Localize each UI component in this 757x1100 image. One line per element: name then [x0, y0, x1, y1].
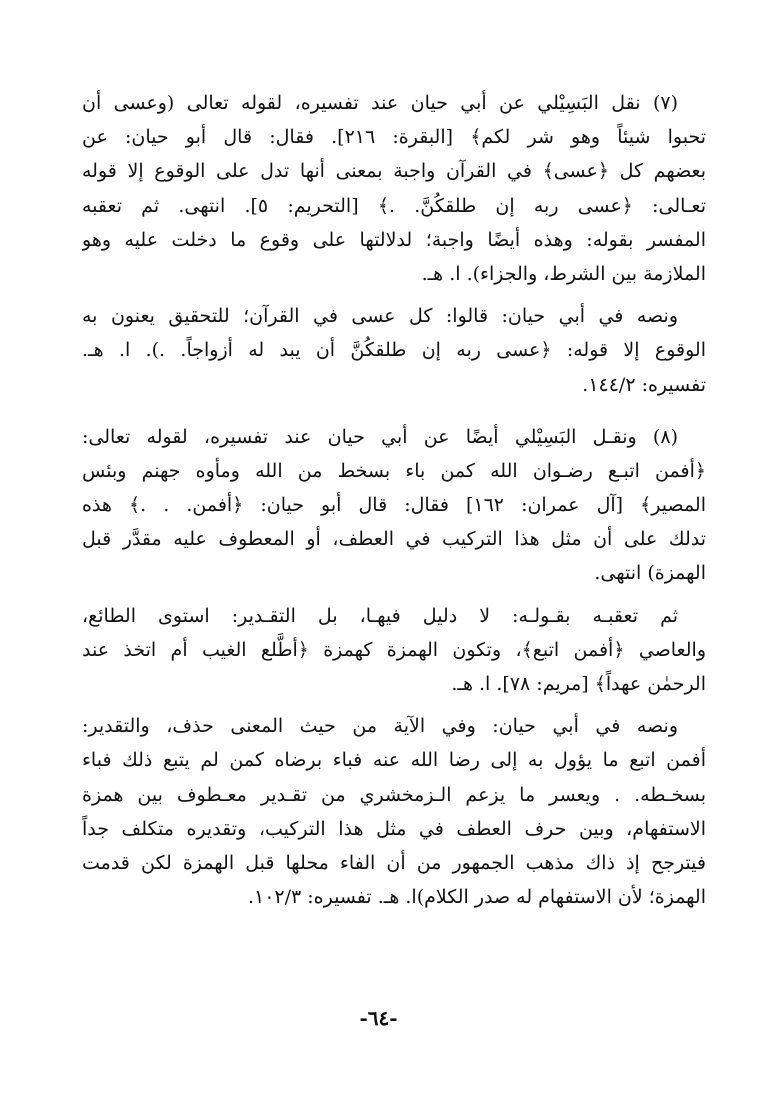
text-line: ونصه في أبي حيان: قالوا: كل عسى في القرآن؛ للتحقيق يعنون به	[82, 305, 678, 328]
text-line: أفمن اتبع ما يؤول به إلى رضا الله عنه فباء برضاه كمن لم يتبع ذلك فباء	[82, 749, 706, 772]
paragraph-note-7	[82, 86, 706, 291]
text-line: الهمزة؛ لأن الاستفهام له صدر الكلام)ا. هـ. تفسيره: ١٠٢/٣.	[247, 886, 706, 909]
text-line: بعضهم كل ﴿عسى﴾ في القرآن واجبة بمعنى أنها تدل على الوقوع إلا قوله	[82, 160, 706, 183]
text-line: تحبوا شيئاً وهو شر لكم﴾ [البقرة: ٢١٦]. فقال: قال أبو حيان: عن	[82, 126, 706, 149]
paragraph-note-8	[82, 420, 706, 591]
text-line: الملازمة بين الشرط، والجزاء). ا. هـ.	[421, 262, 706, 285]
text-line: المصير﴾ [آل عمران: ١٦٢] فقال: قال أبو حيان: ﴿أفمن. . .﴾ هذه	[82, 494, 706, 517]
paragraph-note-7-quote	[82, 299, 706, 402]
text-line: الوقوع إلا قوله: ﴿عسى ربه إن طلقكُنَّ أن يبد له أزواجاً. .). ا. هـ.	[82, 339, 706, 362]
paragraph-note-8-quote	[82, 709, 706, 914]
text-line: الاستفهام، وبين حرف العطف في مثل هذا التركيب، وتقديره متكلف جداً	[82, 817, 706, 840]
text-line: بسخـطه. . ويعسر ما يزعم الـزمخشري من تقـدير معـطوف بين همزة	[82, 783, 706, 806]
text-line: الهمزة) انتهى.	[594, 562, 706, 585]
paragraph-note-8-critique	[82, 599, 706, 702]
text-line: الرحمٰن عهداً﴾ [مريم: ٧٨]. ا. هـ.	[451, 673, 706, 695]
page-number: -٦٤-	[359, 1006, 398, 1030]
text-line: تفسيره: ١٤٤/٢.	[582, 373, 706, 396]
text-line: تدلك على أن مثل هذا التركيب في العطف، أو المعطوف عليه مقدَّر قبل	[82, 528, 706, 551]
text-line: والعاصي ﴿أفمن اتبع﴾، وتكون الهمزة كهمزة ﴿أطَّلع الغيب أم اتخذ عند	[82, 638, 706, 661]
text-line: المفسر بقوله: وهذه أيضًا واجبة؛ لدلالتها على وقوع ما دخلت عليه وهو	[82, 228, 706, 251]
text-line: (٨) ونقـل البَسِيْلي أيضًا عن أبي حيان عند تفسيره، لقوله تعالى:	[82, 425, 678, 448]
text-line: ﴿أفمن اتبـع رضـوان الله كمن باء بسخط من الله ومأوه جهنم وبئس	[82, 459, 706, 482]
page-body	[82, 86, 706, 914]
text-line: فيترجح إذ ذاك مذهب الجمهور من أن الفاء محلها قبل الهمزة لكن قدمت	[82, 851, 706, 874]
text-line: ثم تعقبـه بقـولـه: لا دليل فيهـا، بل التقـدير: استوى الطائع،	[82, 604, 678, 627]
text-line: تعـالى: ﴿عسى ربه إن طلقكُنَّ. .﴾ [التحريم: ٥]. انتهى. ثم تعقبه	[82, 194, 706, 217]
text-line: (٧) نقل البَسِيْلي عن أبي حيان عند تفسيره، لقوله تعالى (وعسى أن	[82, 92, 678, 114]
text-line: ونصه في أبي حيان: وفي الآية من حيث المعنى حذف، والتقدير:	[82, 715, 678, 738]
